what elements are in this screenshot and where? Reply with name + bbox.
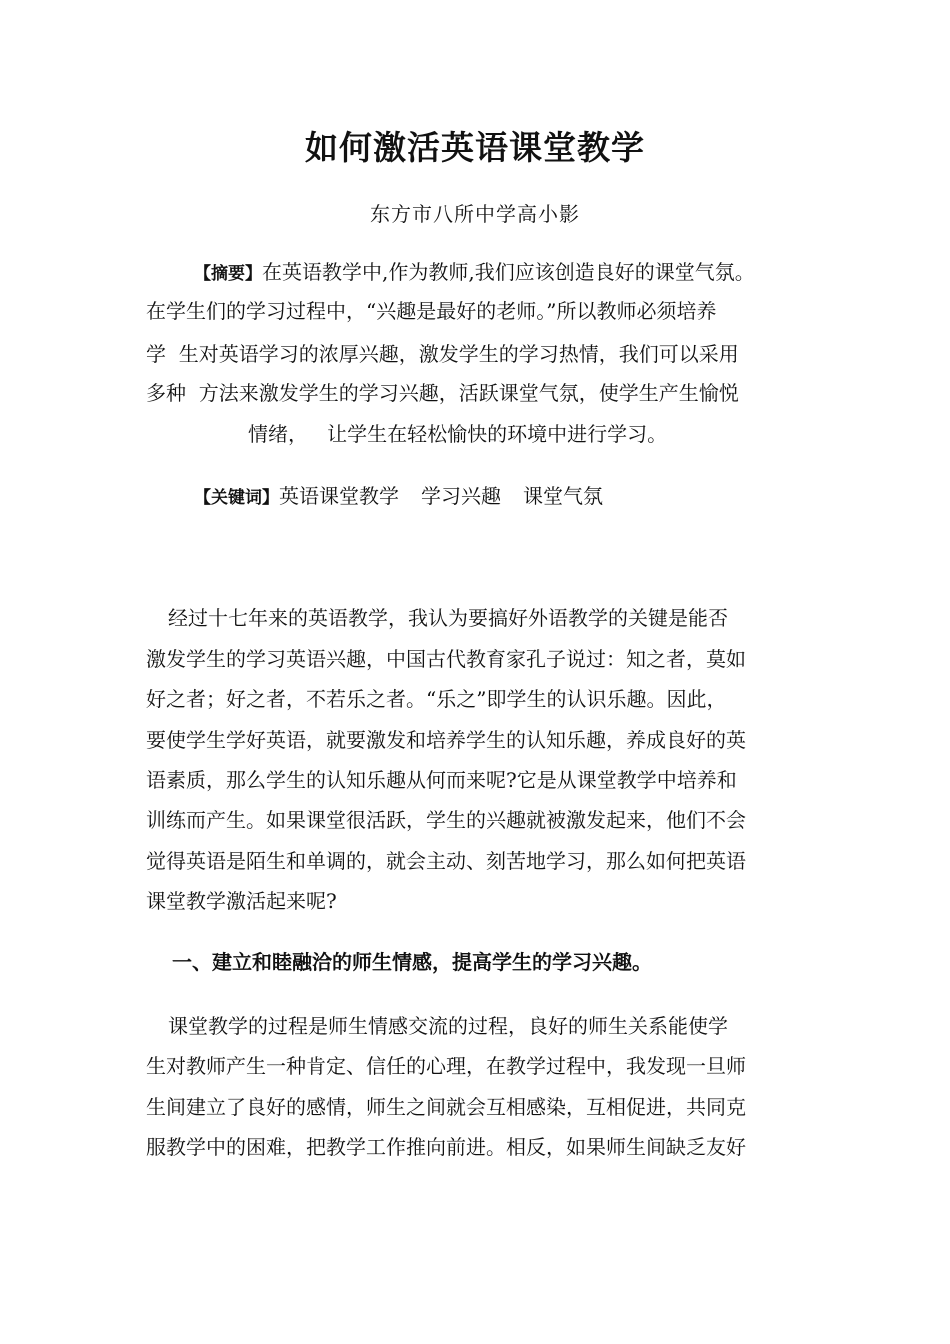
section1-line: 生对教师产生一种肯定、信任的心理，在教学过程中，我发现一旦师 [146,1054,746,1078]
keywords-line [194,482,603,512]
section-heading: 一、建立和睦融洽的师生情感，提高学生的学习兴趣。 [172,950,652,974]
abstract-line-4: 多种 方法来激发学生的学习兴趣，活跃课堂气氛，使学生产生愉悦 [146,381,739,405]
intro-line: 觉得英语是陌生和单调的，就会主动、刻苦地学习，那么如何把英语 [146,849,746,873]
intro-line: 语素质，那么学生的认知乐趣从何而来呢?它是从课堂教学中培养和 [146,768,737,792]
abstract-text-1: 在英语教学中,作为教师,我们应该创造良好的课堂气氛。 [262,260,755,284]
abstract-line-2: 在学生们的学习过程中，“兴趣是最好的老师。”所以教师必须培养 [146,299,717,323]
author-line: 东方市八所中学高小影 [370,202,580,226]
intro-line: 要使学生学好英语，就要激发和培养学生的认知乐趣，养成良好的英 [146,728,746,752]
section1-line: 课堂教学的过程是师生情感交流的过程，良好的师生关系能使学 [168,1014,728,1038]
abstract-line-3: 学 生对英语学习的浓厚兴趣，激发学生的学习热情，我们可以采用 [146,342,739,366]
keyword-item: 英语课堂教学 [279,484,399,508]
keyword-item: 课堂气氛 [523,484,603,508]
abstract-label: 【摘要】 [194,264,262,284]
section1-line: 生间建立了良好的感情，师生之间就会互相感染，互相促进，共同克 [146,1095,746,1119]
keyword-item: 学习兴趣 [421,484,501,508]
intro-line: 激发学生的学习英语兴趣，中国古代教育家孔子说过：知之者，莫如 [146,647,746,671]
abstract-line-1 [194,258,755,288]
document-title: 如何激活英语课堂教学 [305,128,645,167]
abstract-line-5: 情绪， 让学生在轻松愉快的环境中进行学习。 [248,422,668,446]
keywords-label: 【关键词】 [194,488,279,508]
intro-line: 经过十七年来的英语教学，我认为要搞好外语教学的关键是能否 [168,606,728,630]
intro-line: 训练而产生。如果课堂很活跃，学生的兴趣就被激发起来，他们不会 [146,808,746,832]
section1-line: 服教学中的困难，把教学工作推向前进。相反，如果师生间缺乏友好 [146,1135,746,1159]
intro-line: 好之者；好之者，不若乐之者。“乐之”即学生的认识乐趣。因此， [146,687,727,711]
intro-line: 课堂教学激活起来呢? [146,889,337,913]
